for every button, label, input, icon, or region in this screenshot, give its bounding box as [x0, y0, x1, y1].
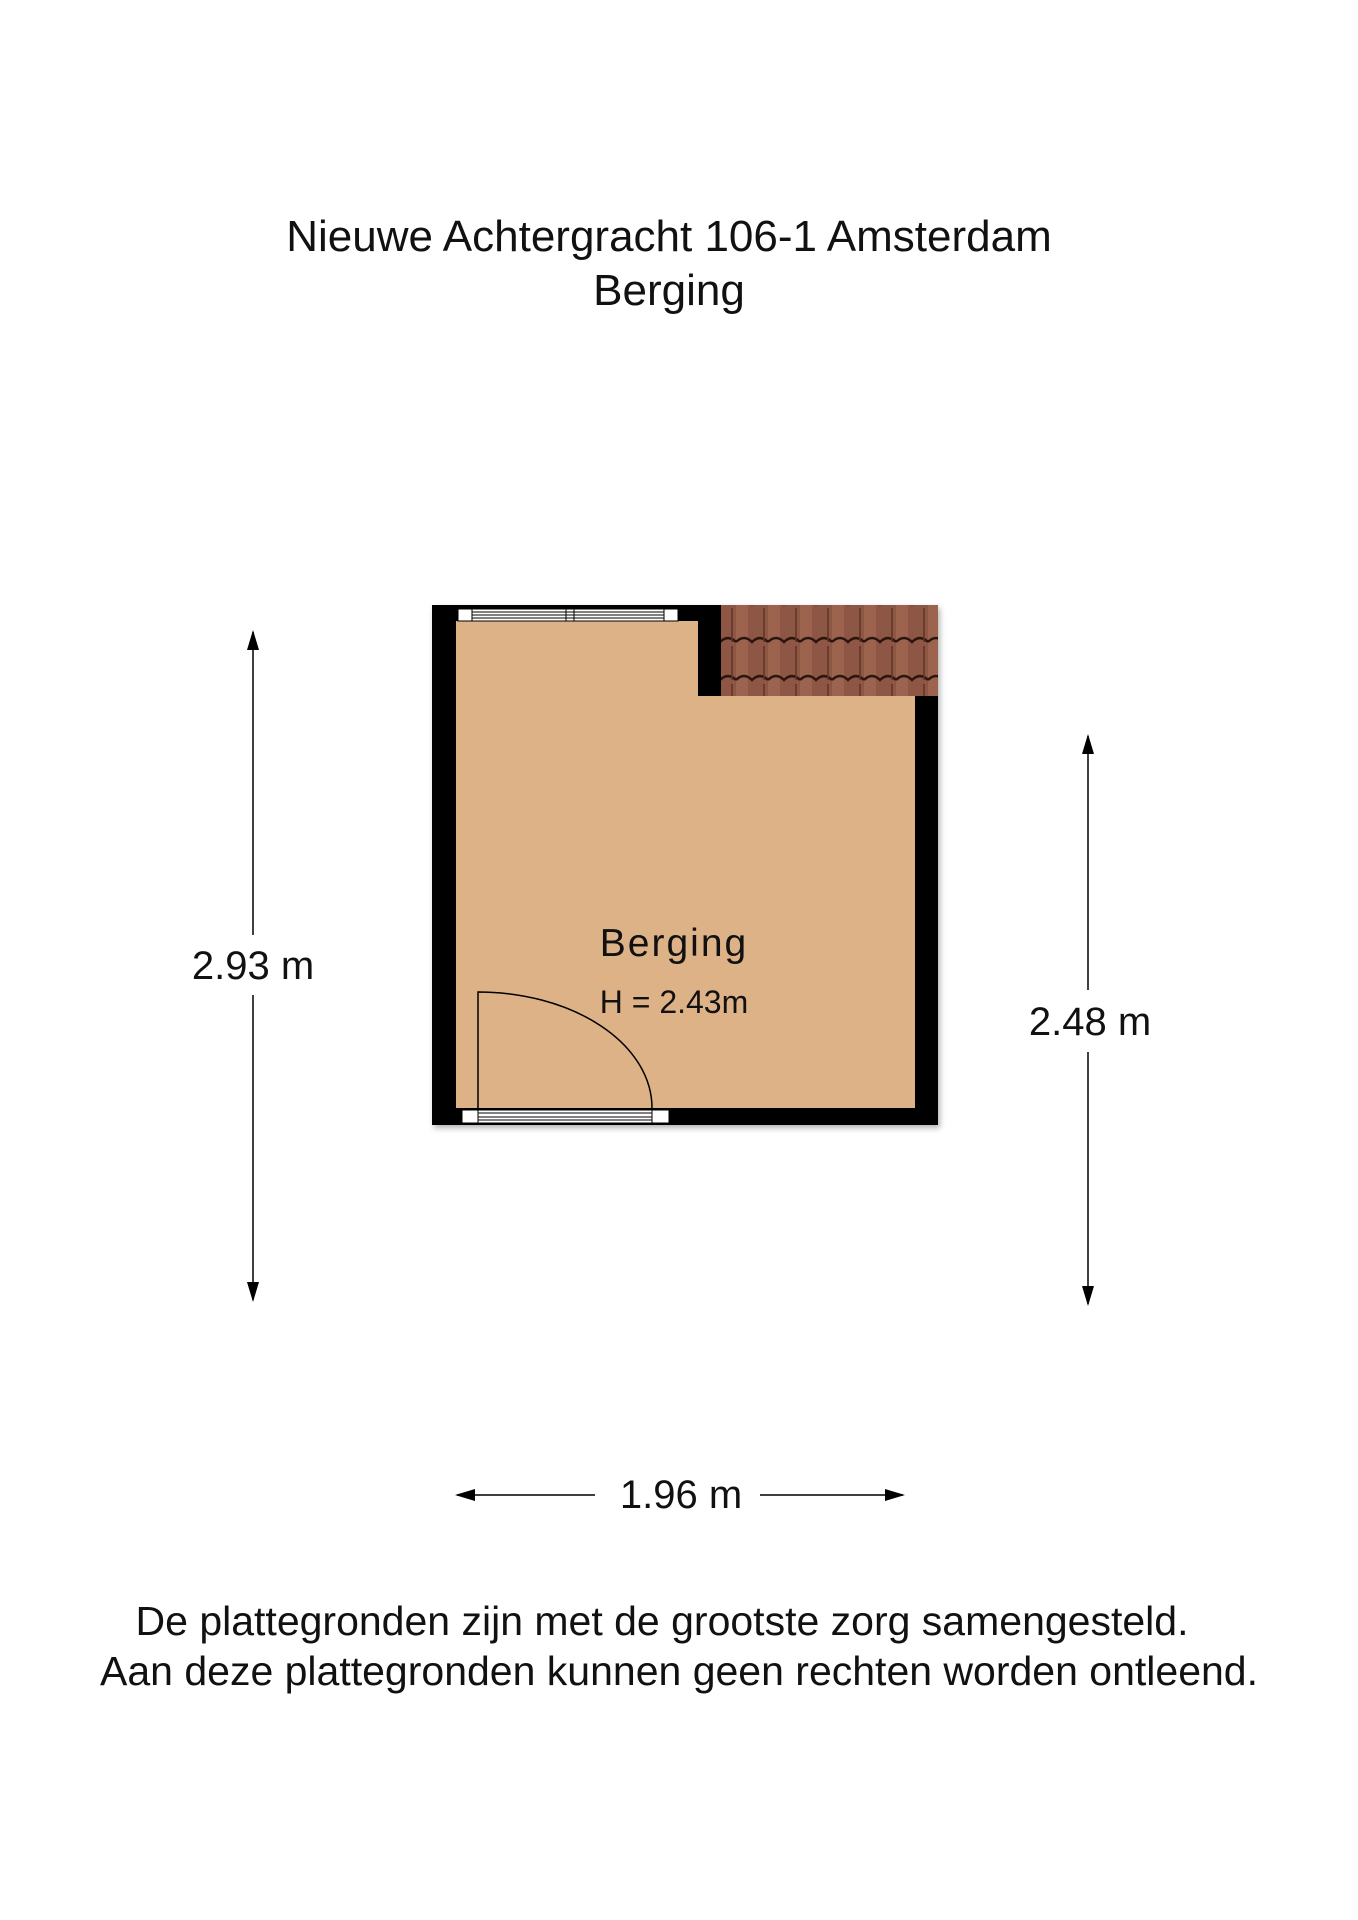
roof-tiles	[721, 605, 938, 696]
dimension-bottom-label: 1.96 m	[619, 1473, 743, 1517]
floor-title: Berging	[593, 266, 745, 315]
disclaimer-line-1: De plattegronden zijn met de grootste zorg samengesteld.	[135, 1598, 1189, 1644]
room-name: Berging	[599, 922, 749, 965]
top-window	[458, 609, 678, 621]
room-height: H = 2.43m	[599, 984, 749, 1020]
dimension-left-label: 2.93 m	[191, 944, 315, 988]
dimension-right-label: 2.48 m	[1028, 1000, 1152, 1044]
room-berging	[432, 605, 938, 1125]
address-title: Nieuwe Achtergracht 106-1 Amsterdam	[286, 212, 1052, 261]
disclaimer-line-2: Aan deze plattegronden kunnen geen rechten worden ontleend.	[99, 1648, 1259, 1694]
